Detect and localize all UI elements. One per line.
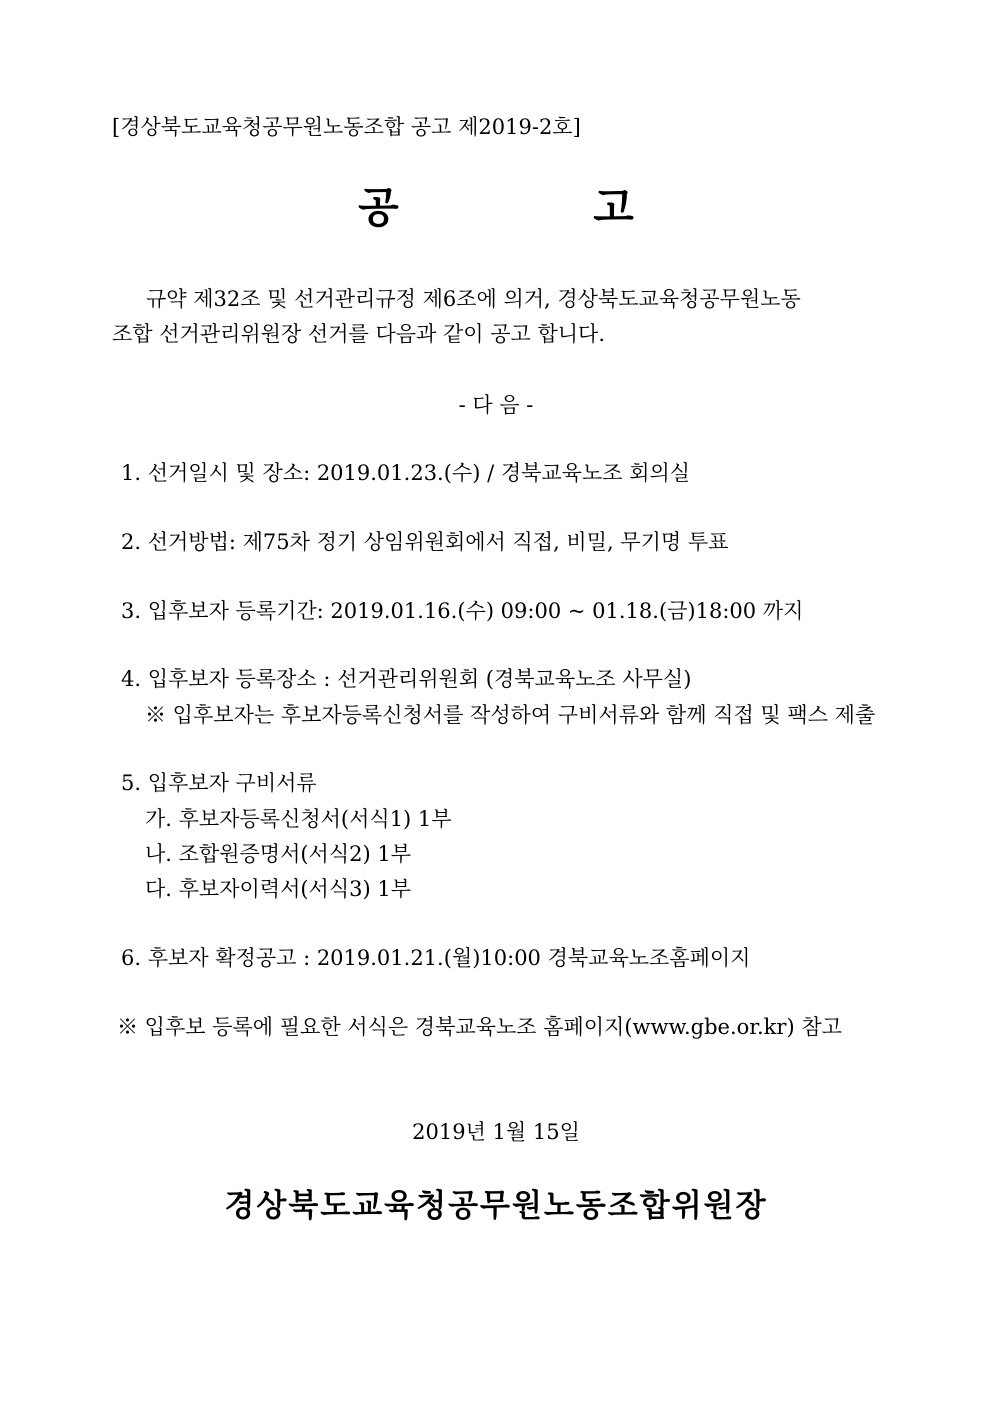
notice-date: 2019년 1월 15일 bbox=[412, 1120, 580, 1144]
list-item-2: 2. 선거방법: 제75차 정기 상임위원회에서 직접, 비밀, 무기명 투표 bbox=[121, 530, 729, 554]
intro-line-2: 조합 선거관리위원장 선거를 다음과 같이 공고 합니다. bbox=[112, 322, 606, 346]
list-item-1: 1. 선거일시 및 장소: 2019.01.23.(수) / 경북교육노조 회의실 bbox=[121, 461, 691, 485]
list-item-3: 3. 입후보자 등록기간: 2019.01.16.(수) 09:00 ~ 01.18.(금)18:00 까지 bbox=[121, 599, 804, 623]
list-subitem-a: 가. 후보자등록신청서(서식1) 1부 bbox=[145, 807, 452, 831]
list-subitem-b: 나. 조합원증명서(서식2) 1부 bbox=[145, 842, 411, 866]
section-heading: - 다 음 - bbox=[458, 393, 534, 417]
list-subitem-c: 다. 후보자이력서(서식3) 1부 bbox=[145, 877, 411, 901]
notice-number: [경상북도교육청공무원노동조합 공고 제2019-2호] bbox=[112, 115, 581, 139]
notice-title: 공 고 bbox=[358, 183, 724, 232]
footnote: ※ 입후보 등록에 필요한 서식은 경북교육노조 홈페이지(www.gbe.or.kr) 참고 bbox=[117, 1015, 842, 1039]
list-item-5: 5. 입후보자 구비서류 bbox=[121, 771, 317, 795]
intro-line-1: 규약 제32조 및 선거관리규정 제6조에 의거, 경상북도교육청공무원노동 bbox=[146, 287, 801, 311]
list-item-4: 4. 입후보자 등록장소 : 선거관리위원회 (경북교육노조 사무실) bbox=[121, 667, 692, 691]
list-item-6: 6. 후보자 확정공고 : 2019.01.21.(월)10:00 경북교육노조홈페이지 bbox=[121, 946, 751, 970]
signature: 경상북도교육청공무원노동조합위원장 bbox=[224, 1188, 768, 1224]
list-item-4-note: ※ 입후보자는 후보자등록신청서를 작성하여 구비서류와 함께 직접 및 팩스 제출 bbox=[145, 703, 876, 727]
